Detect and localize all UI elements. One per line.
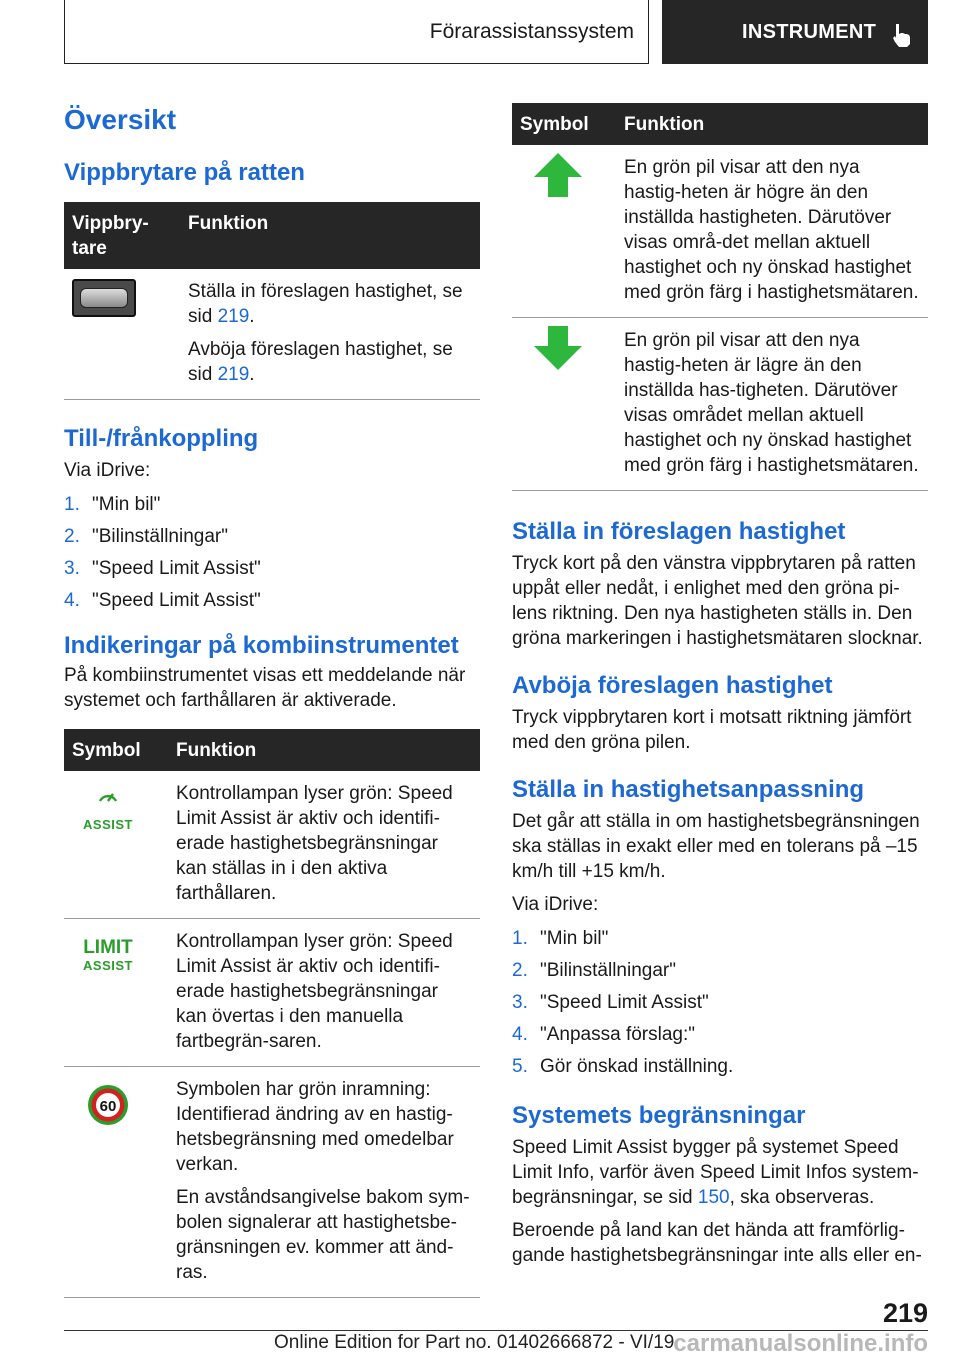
row-text: En avståndsangivelse bakom sym-bolen signalerar att hastighetsbe-gränsningen ev. kommer att änd-ras. — [176, 1187, 470, 1284]
page-link[interactable]: 219 — [217, 364, 250, 386]
pointing-hand-icon — [890, 22, 914, 48]
rocker-switch-table — [64, 202, 480, 400]
list-item: 4. "Anpassa förslag:" — [512, 1024, 696, 1045]
heading-indicators: Indikeringar på kombiinstrumentet — [64, 632, 459, 660]
list-item: 2. "Bilinställningar" — [64, 526, 228, 548]
footer-edition: Online Edition for Part no. 01402666872 - VI/19 — [274, 1332, 675, 1353]
indicator-symbol-table — [64, 729, 480, 1298]
list-item: 1. "Min bil" — [512, 928, 609, 949]
table-row — [512, 145, 928, 318]
list-item: 4. "Speed Limit Assist" — [64, 590, 261, 612]
list-item: 3. "Speed Limit Assist" — [512, 992, 709, 1013]
rocker-switch-icon — [72, 279, 136, 317]
indicators-text: På kombiinstrumentet visas ett meddelande när systemet och farthållaren är aktiverade. — [64, 665, 466, 712]
row-text: Symbolen har grön inramning: Identifierad ändring av en hastig-hetsbegränsning med omedelbar verkan. — [176, 1079, 454, 1176]
arrow-symbol-table — [512, 103, 928, 491]
row-text: En grön pil visar att den nya hastig-heten är lägre än den inställda has-tigheten. Därutöver visas området mellan aktuell hastighet och ny önskad hastighet med grön färg i hastighetsmätaren. — [624, 330, 919, 476]
header-chapter-tab — [662, 0, 928, 64]
table-header-function: Funktion — [180, 202, 480, 269]
via-idrive-text: Via iDrive: — [64, 460, 151, 482]
via-idrive-text: Via iDrive: — [512, 894, 599, 915]
heading-vippbrytare: Vippbrytare på ratten — [64, 159, 305, 187]
heading-set-speed: Ställa in föreslagen hastighet — [512, 518, 846, 545]
speed-adjustment-text: Det går att ställa in om hastighetsbegränsningen ska ställas in exakt eller med en tolerans på –15 km/h till +15 km/h. — [512, 811, 920, 882]
system-limits-text: Speed Limit Assist bygger på systemet Speed Limit Info, varför även Speed Limit Infos system-begränsningar, se sid 150, ska observeras. — [512, 1137, 919, 1208]
page-link[interactable]: 150 — [697, 1187, 730, 1208]
header-section-box — [64, 0, 649, 64]
set-speed-text: Tryck kort på den vänstra vippbrytaren på ratten uppåt eller nedåt, i enlighet med den gröna pi-lens riktning. Den nya hastigheten ställs in. Den gröna markeringen i hastighetsmätaren slocknar. — [512, 553, 923, 649]
table-header-function: Funktion — [616, 103, 928, 145]
green-arrow-down-icon — [530, 324, 586, 372]
list-item: 5. Gör önskad inställning. — [512, 1056, 734, 1077]
heading-system-limits: Systemets begränsningar — [512, 1102, 806, 1129]
reject-speed-text: Tryck vippbrytaren kort i motsatt riktning jämfört med den gröna pilen. — [512, 707, 912, 753]
header-chapter-title: INSTRUMENT — [742, 20, 877, 43]
heading-on-off: Till-/frånkoppling — [64, 425, 259, 453]
watermark: carmanualsonline.info — [673, 1330, 928, 1357]
speed-limit-60-icon — [72, 1083, 144, 1127]
table-row — [512, 318, 928, 491]
list-item: 3. "Speed Limit Assist" — [64, 558, 261, 580]
green-arrow-up-icon — [530, 151, 586, 199]
left-column — [64, 96, 480, 1298]
steps-list — [64, 489, 480, 617]
row-text: Kontrollampan lyser grön: Speed Limit Assist är aktiv och identifi-erade hastighetsbegränsningar kan övertas i den manuella fartbegrän-saren. — [176, 931, 453, 1053]
steps-list — [512, 923, 928, 1083]
table-row — [64, 771, 480, 919]
system-limits-text-2: Beroende på land kan det hända att framförlig-gande hastighetsbegränsningar inte alls eller en- — [512, 1220, 922, 1266]
right-column — [512, 103, 928, 1268]
page-number: 219 — [882, 1298, 928, 1328]
svg-text:60: 60 — [99, 1098, 117, 1116]
row-text: En grön pil visar att den nya hastig-heten är högre än den inställda hastigheten. Därutöver visas områ-det mellan aktuell hastighet och ny önskad hastighet med grön färg i hastighetsmätaren. — [624, 157, 919, 303]
list-item: 2. "Bilinställningar" — [512, 960, 676, 981]
table-header-switch: Vippbry-tare — [64, 202, 180, 269]
table-row: Ställa in föreslagen hastighet, se sid 219. Avböja föreslagen hastighet, se sid 219. — [64, 269, 480, 400]
assist-indicator-icon: ASSIST — [72, 787, 144, 837]
table-header-function: Funktion — [168, 729, 480, 771]
header-section-title: Förarassistanssystem — [429, 19, 634, 43]
page-link[interactable]: 219 — [217, 306, 250, 328]
limit-assist-indicator-icon: LIMIT ASSIST — [83, 937, 133, 974]
heading-reject-speed: Avböja föreslagen hastighet — [512, 672, 833, 699]
heading-speed-adjustment: Ställa in hastighetsanpassning — [512, 776, 865, 803]
list-item: 1. "Min bil" — [64, 494, 161, 516]
page-title: Översikt — [64, 104, 177, 135]
table-header-symbol: Symbol — [64, 729, 168, 771]
table-header-symbol: Symbol — [512, 103, 616, 145]
row-text: Kontrollampan lyser grön: Speed Limit Assist är aktiv och identifi-erade hastighetsbegränsningar kan ställas in i den aktiva farthållaren. — [176, 783, 453, 905]
table-row — [64, 919, 480, 1067]
table-row — [64, 1067, 480, 1298]
